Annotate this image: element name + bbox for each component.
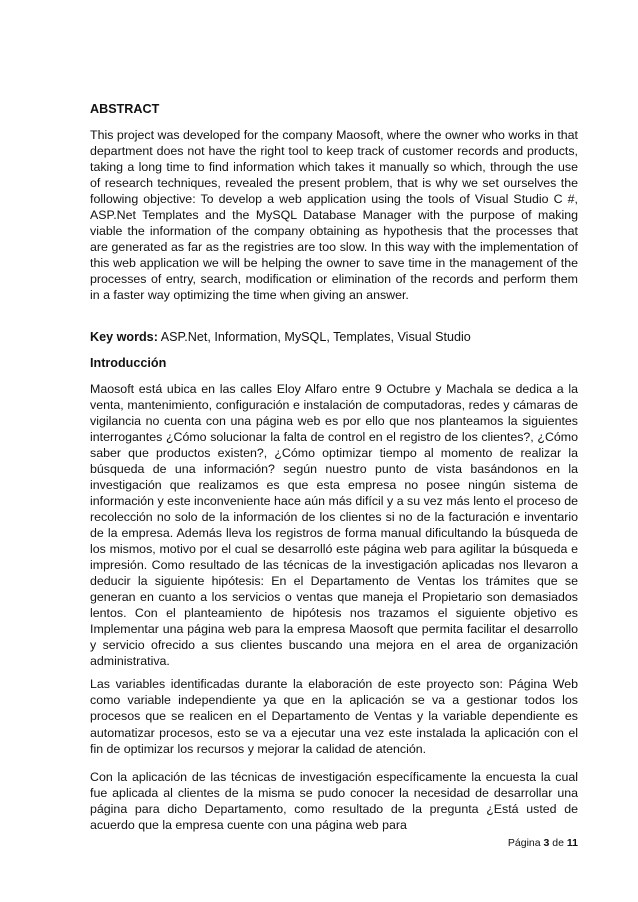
keywords-line bbox=[90, 329, 578, 345]
keywords-label: Key words: bbox=[90, 329, 158, 344]
intro-paragraph-2: Las variables identificadas durante la elaboración de este proyecto son: Página Web como variable independiente ya que en la aplicación se va a gestionar todos los procesos que se realicen en el Departamento de Ventas y la variable dependiente es automatizar procesos, esto se va a ejecutar una vez este instalada la aplicación con el fin de optimizar los recursos y mejorar la calidad de atención. bbox=[90, 677, 578, 756]
intro-paragraph-1: Maosoft está ubica en las calles Eloy Alfaro entre 9 Octubre y Machala se dedica a la venta, mantenimiento, configuración e instalación de computadoras, redes y cámaras de vigilancia no cuenta con una página web es por ello que nos planteamos la siguientes interrogantes ¿Cómo solucionar la falta de control en el registro de los clientes?, ¿Cómo saber que productos existen?, ¿Cómo optimizar tiempo al momento de realizar la búsqueda de una información? según nuestro punto de vista basándonos en la investigación que realizamos es que esta empresa no posee ningún sistema de información y este inconveniente hace aún más difícil y a su vez más lento el proceso de recolección no solo de la información de los clientes si no de la facturación e inventario de la empresa. Además lleva los registros de forma manual dificultando la búsqueda de los mismos, motivo por el cual se desarrolló este página web para agilitar la búsqueda e impresión. Como resultado de las técnicas de la investigación aplicadas nos llevaron a deducir la siguiente hipótesis: En el Departamento de Ventas los trámites que se generan en cuanto a los servicios o ventas que maneja el Propietario son demasiados lentos. Con el planteamiento de hipótesis nos trazamos el siguiente objetivo es Implementar una página web para la empresa Maosoft que permita facilitar el desarrollo y servicio ofrecido a sus clientes buscando una mejora en el area de organización administrativa. bbox=[90, 381, 578, 669]
introduccion-heading: Introducción bbox=[90, 355, 167, 370]
footer-of-word: de bbox=[552, 837, 564, 849]
page-content bbox=[90, 101, 578, 833]
footer-total-pages: 11 bbox=[566, 837, 578, 849]
footer-page-number: 3 bbox=[543, 837, 550, 849]
intro-paragraph-3: Con la aplicación de las técnicas de investigación específicamente la encuesta la cual fue aplicada al clientes de la misma se pudo conocer la necesidad de desarrollar una página para dicho Departamento, como resultado de la pregunta ¿Está usted de acuerdo que la empresa cuente con una página web para bbox=[90, 769, 578, 832]
abstract-heading: ABSTRACT bbox=[90, 102, 160, 116]
keywords-text: ASP.Net, Information, MySQL, Templates, Visual Studio bbox=[157, 329, 471, 344]
abstract-paragraph: This project was developed for the company Maosoft, where the owner who works in that department does not have the right tool to keep track of customer records and products, taking a long time to find information which takes it manually so which, through the use of research techniques, revealed the present problem, that is why we set ourselves the following objective: To develop a web application using the tools of Visual Studio C #, ASP.Net Templates and the MySQL Database Manager with the purpose of making viable the information of the company obtaining as hypothesis that the processes that are generated as far as the registries are too slow. In this way with the implementation of this web application we will be helping the owner to save time in the management of the processes of entry, search, modification or elimination of the records and perform them in a faster way optimizing the time when giving an answer. bbox=[90, 128, 578, 303]
page-footer bbox=[508, 837, 578, 849]
footer-page-word: Página bbox=[507, 837, 541, 849]
